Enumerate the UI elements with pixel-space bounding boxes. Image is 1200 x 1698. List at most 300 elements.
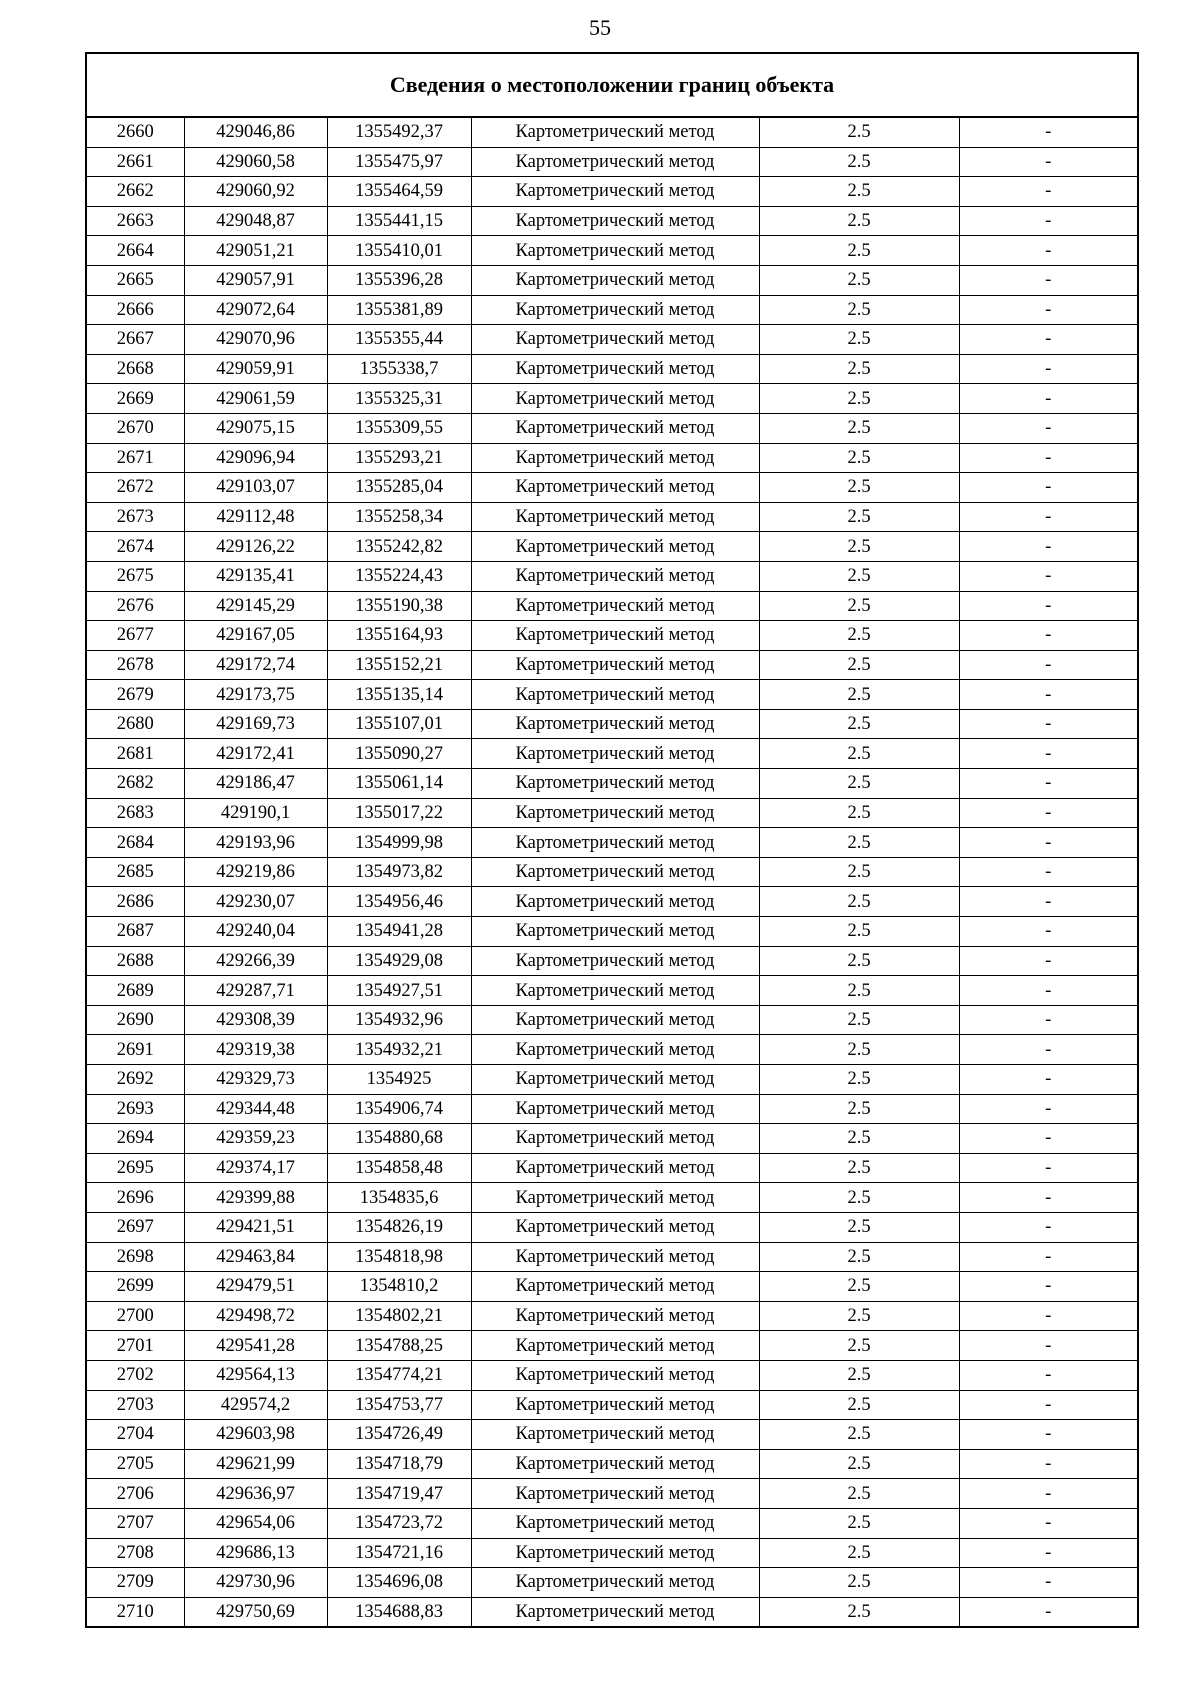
table-row — [87, 1094, 1137, 1124]
x-coordinate-cell: 429048,87 — [184, 206, 327, 236]
description-cell: - — [959, 1183, 1137, 1213]
accuracy-cell: 2.5 — [759, 147, 959, 177]
point-number-cell: 2665 — [87, 265, 184, 295]
method-cell: Картометрический метод — [471, 295, 759, 325]
point-number-cell: 2682 — [87, 769, 184, 799]
method-cell: Картометрический метод — [471, 946, 759, 976]
accuracy-cell: 2.5 — [759, 828, 959, 858]
y-coordinate-cell: 1355309,55 — [327, 413, 471, 443]
table-row — [87, 857, 1137, 887]
description-cell: - — [959, 1508, 1137, 1538]
x-coordinate-cell: 429075,15 — [184, 413, 327, 443]
table-row — [87, 769, 1137, 799]
accuracy-cell: 2.5 — [759, 1094, 959, 1124]
description-cell: - — [959, 739, 1137, 769]
point-number-cell: 2689 — [87, 976, 184, 1006]
point-number-cell: 2706 — [87, 1479, 184, 1509]
method-cell: Картометрический метод — [471, 1331, 759, 1361]
description-cell: - — [959, 1094, 1137, 1124]
description-cell: - — [959, 206, 1137, 236]
method-cell: Картометрический метод — [471, 680, 759, 710]
description-cell: - — [959, 413, 1137, 443]
y-coordinate-cell: 1355090,27 — [327, 739, 471, 769]
y-coordinate-cell: 1354721,16 — [327, 1538, 471, 1568]
method-cell: Картометрический метод — [471, 1597, 759, 1626]
description-cell: - — [959, 1449, 1137, 1479]
method-cell: Картометрический метод — [471, 917, 759, 947]
table-row — [87, 206, 1137, 236]
description-cell: - — [959, 1035, 1137, 1065]
y-coordinate-cell: 1354753,77 — [327, 1390, 471, 1420]
accuracy-cell: 2.5 — [759, 1183, 959, 1213]
method-cell: Картометрический метод — [471, 887, 759, 917]
description-cell: - — [959, 147, 1137, 177]
accuracy-cell: 2.5 — [759, 206, 959, 236]
x-coordinate-cell: 429167,05 — [184, 621, 327, 651]
point-number-cell: 2696 — [87, 1183, 184, 1213]
x-coordinate-cell: 429112,48 — [184, 502, 327, 532]
point-number-cell: 2702 — [87, 1360, 184, 1390]
description-cell: - — [959, 917, 1137, 947]
method-cell: Картометрический метод — [471, 976, 759, 1006]
accuracy-cell: 2.5 — [759, 1242, 959, 1272]
table-row — [87, 502, 1137, 532]
accuracy-cell: 2.5 — [759, 1124, 959, 1154]
point-number-cell: 2678 — [87, 650, 184, 680]
accuracy-cell: 2.5 — [759, 857, 959, 887]
description-cell: - — [959, 769, 1137, 799]
method-cell: Картометрический метод — [471, 1420, 759, 1450]
y-coordinate-cell: 1355017,22 — [327, 798, 471, 828]
description-cell: - — [959, 1360, 1137, 1390]
table-body — [87, 118, 1137, 1626]
accuracy-cell: 2.5 — [759, 561, 959, 591]
description-cell: - — [959, 1331, 1137, 1361]
description-cell: - — [959, 561, 1137, 591]
table-row — [87, 354, 1137, 384]
method-cell: Картометрический метод — [471, 1538, 759, 1568]
table-row — [87, 1035, 1137, 1065]
x-coordinate-cell: 429730,96 — [184, 1568, 327, 1598]
method-cell: Картометрический метод — [471, 502, 759, 532]
accuracy-cell: 2.5 — [759, 798, 959, 828]
x-coordinate-cell: 429636,97 — [184, 1479, 327, 1509]
method-cell: Картометрический метод — [471, 1479, 759, 1509]
accuracy-cell: 2.5 — [759, 1065, 959, 1095]
table-row — [87, 739, 1137, 769]
x-coordinate-cell: 429051,21 — [184, 236, 327, 266]
point-number-cell: 2687 — [87, 917, 184, 947]
y-coordinate-cell: 1355258,34 — [327, 502, 471, 532]
accuracy-cell: 2.5 — [759, 236, 959, 266]
y-coordinate-cell: 1354927,51 — [327, 976, 471, 1006]
point-number-cell: 2660 — [87, 118, 184, 147]
x-coordinate-cell: 429266,39 — [184, 946, 327, 976]
description-cell: - — [959, 354, 1137, 384]
point-number-cell: 2675 — [87, 561, 184, 591]
table-row — [87, 1360, 1137, 1390]
table-row — [87, 1568, 1137, 1598]
x-coordinate-cell: 429126,22 — [184, 532, 327, 562]
accuracy-cell: 2.5 — [759, 532, 959, 562]
point-number-cell: 2662 — [87, 177, 184, 207]
y-coordinate-cell: 1355107,01 — [327, 709, 471, 739]
x-coordinate-cell: 429172,74 — [184, 650, 327, 680]
method-cell: Картометрический метод — [471, 591, 759, 621]
x-coordinate-cell: 429103,07 — [184, 473, 327, 503]
x-coordinate-cell: 429344,48 — [184, 1094, 327, 1124]
x-coordinate-cell: 429399,88 — [184, 1183, 327, 1213]
x-coordinate-cell: 429145,29 — [184, 591, 327, 621]
accuracy-cell: 2.5 — [759, 946, 959, 976]
table-row — [87, 147, 1137, 177]
table-row — [87, 1597, 1137, 1626]
point-number-cell: 2692 — [87, 1065, 184, 1095]
point-number-cell: 2669 — [87, 384, 184, 414]
point-number-cell: 2698 — [87, 1242, 184, 1272]
point-number-cell: 2705 — [87, 1449, 184, 1479]
y-coordinate-cell: 1354726,49 — [327, 1420, 471, 1450]
x-coordinate-cell: 429072,64 — [184, 295, 327, 325]
table-row — [87, 1124, 1137, 1154]
table-row — [87, 325, 1137, 355]
method-cell: Картометрический метод — [471, 1005, 759, 1035]
description-cell: - — [959, 1153, 1137, 1183]
y-coordinate-cell: 1354929,08 — [327, 946, 471, 976]
method-cell: Картометрический метод — [471, 118, 759, 147]
accuracy-cell: 2.5 — [759, 118, 959, 147]
description-cell: - — [959, 828, 1137, 858]
accuracy-cell: 2.5 — [759, 1449, 959, 1479]
method-cell: Картометрический метод — [471, 1568, 759, 1598]
y-coordinate-cell: 1354774,21 — [327, 1360, 471, 1390]
y-coordinate-cell: 1354788,25 — [327, 1331, 471, 1361]
description-cell: - — [959, 265, 1137, 295]
point-number-cell: 2679 — [87, 680, 184, 710]
y-coordinate-cell: 1354688,83 — [327, 1597, 471, 1626]
description-cell: - — [959, 798, 1137, 828]
table-row — [87, 118, 1137, 147]
x-coordinate-cell: 429319,38 — [184, 1035, 327, 1065]
method-cell: Картометрический метод — [471, 206, 759, 236]
y-coordinate-cell: 1355325,31 — [327, 384, 471, 414]
y-coordinate-cell: 1355285,04 — [327, 473, 471, 503]
method-cell: Картометрический метод — [471, 1272, 759, 1302]
y-coordinate-cell: 1355164,93 — [327, 621, 471, 651]
x-coordinate-cell: 429070,96 — [184, 325, 327, 355]
point-number-cell: 2699 — [87, 1272, 184, 1302]
accuracy-cell: 2.5 — [759, 1508, 959, 1538]
description-cell: - — [959, 1242, 1137, 1272]
point-number-cell: 2690 — [87, 1005, 184, 1035]
description-cell: - — [959, 1420, 1137, 1450]
point-number-cell: 2709 — [87, 1568, 184, 1598]
table-row — [87, 295, 1137, 325]
y-coordinate-cell: 1354826,19 — [327, 1212, 471, 1242]
table-row — [87, 917, 1137, 947]
table-row — [87, 1183, 1137, 1213]
table-row — [87, 265, 1137, 295]
x-coordinate-cell: 429059,91 — [184, 354, 327, 384]
point-number-cell: 2668 — [87, 354, 184, 384]
y-coordinate-cell: 1355410,01 — [327, 236, 471, 266]
boundary-coordinates-table — [87, 118, 1137, 1626]
point-number-cell: 2667 — [87, 325, 184, 355]
table-row — [87, 413, 1137, 443]
method-cell: Картометрический метод — [471, 769, 759, 799]
description-cell: - — [959, 1390, 1137, 1420]
description-cell: - — [959, 1568, 1137, 1598]
point-number-cell: 2707 — [87, 1508, 184, 1538]
method-cell: Картометрический метод — [471, 473, 759, 503]
x-coordinate-cell: 429061,59 — [184, 384, 327, 414]
method-cell: Картометрический метод — [471, 857, 759, 887]
accuracy-cell: 2.5 — [759, 591, 959, 621]
method-cell: Картометрический метод — [471, 1212, 759, 1242]
method-cell: Картометрический метод — [471, 236, 759, 266]
description-cell: - — [959, 236, 1137, 266]
y-coordinate-cell: 1355293,21 — [327, 443, 471, 473]
description-cell: - — [959, 443, 1137, 473]
x-coordinate-cell: 429359,23 — [184, 1124, 327, 1154]
point-number-cell: 2680 — [87, 709, 184, 739]
table-row — [87, 1272, 1137, 1302]
point-number-cell: 2704 — [87, 1420, 184, 1450]
accuracy-cell: 2.5 — [759, 769, 959, 799]
y-coordinate-cell: 1354932,21 — [327, 1035, 471, 1065]
table-title: Сведения о местоположении границ объекта — [87, 54, 1137, 118]
y-coordinate-cell: 1355061,14 — [327, 769, 471, 799]
description-cell: - — [959, 118, 1137, 147]
description-cell: - — [959, 177, 1137, 207]
point-number-cell: 2685 — [87, 857, 184, 887]
point-number-cell: 2684 — [87, 828, 184, 858]
x-coordinate-cell: 429564,13 — [184, 1360, 327, 1390]
description-cell: - — [959, 1538, 1137, 1568]
point-number-cell: 2694 — [87, 1124, 184, 1154]
point-number-cell: 2710 — [87, 1597, 184, 1626]
table-row — [87, 828, 1137, 858]
table-row — [87, 1065, 1137, 1095]
point-number-cell: 2670 — [87, 413, 184, 443]
description-cell: - — [959, 857, 1137, 887]
y-coordinate-cell: 1354973,82 — [327, 857, 471, 887]
accuracy-cell: 2.5 — [759, 325, 959, 355]
method-cell: Картометрический метод — [471, 798, 759, 828]
x-coordinate-cell: 429230,07 — [184, 887, 327, 917]
description-cell: - — [959, 1124, 1137, 1154]
accuracy-cell: 2.5 — [759, 1153, 959, 1183]
description-cell: - — [959, 946, 1137, 976]
description-cell: - — [959, 1212, 1137, 1242]
accuracy-cell: 2.5 — [759, 413, 959, 443]
x-coordinate-cell: 429329,73 — [184, 1065, 327, 1095]
y-coordinate-cell: 1355355,44 — [327, 325, 471, 355]
table-row — [87, 473, 1137, 503]
x-coordinate-cell: 429240,04 — [184, 917, 327, 947]
method-cell: Картометрический метод — [471, 1242, 759, 1272]
table-row — [87, 1212, 1137, 1242]
x-coordinate-cell: 429135,41 — [184, 561, 327, 591]
y-coordinate-cell: 1354999,98 — [327, 828, 471, 858]
method-cell: Картометрический метод — [471, 384, 759, 414]
point-number-cell: 2686 — [87, 887, 184, 917]
x-coordinate-cell: 429686,13 — [184, 1538, 327, 1568]
accuracy-cell: 2.5 — [759, 680, 959, 710]
description-cell: - — [959, 1301, 1137, 1331]
description-cell: - — [959, 976, 1137, 1006]
y-coordinate-cell: 1354932,96 — [327, 1005, 471, 1035]
table-row — [87, 236, 1137, 266]
accuracy-cell: 2.5 — [759, 709, 959, 739]
accuracy-cell: 2.5 — [759, 1272, 959, 1302]
x-coordinate-cell: 429190,1 — [184, 798, 327, 828]
accuracy-cell: 2.5 — [759, 1035, 959, 1065]
y-coordinate-cell: 1354925 — [327, 1065, 471, 1095]
method-cell: Картометрический метод — [471, 561, 759, 591]
accuracy-cell: 2.5 — [759, 976, 959, 1006]
page-number: 55 — [589, 15, 611, 40]
method-cell: Картометрический метод — [471, 1153, 759, 1183]
accuracy-cell: 2.5 — [759, 1597, 959, 1626]
table-row — [87, 709, 1137, 739]
point-number-cell: 2688 — [87, 946, 184, 976]
method-cell: Картометрический метод — [471, 1124, 759, 1154]
accuracy-cell: 2.5 — [759, 1360, 959, 1390]
description-cell: - — [959, 1479, 1137, 1509]
point-number-cell: 2673 — [87, 502, 184, 532]
method-cell: Картометрический метод — [471, 265, 759, 295]
point-number-cell: 2695 — [87, 1153, 184, 1183]
y-coordinate-cell: 1355492,37 — [327, 118, 471, 147]
method-cell: Картометрический метод — [471, 1449, 759, 1479]
table-row — [87, 976, 1137, 1006]
accuracy-cell: 2.5 — [759, 1331, 959, 1361]
y-coordinate-cell: 1354835,6 — [327, 1183, 471, 1213]
table-row — [87, 1420, 1137, 1450]
table-row — [87, 1005, 1137, 1035]
accuracy-cell: 2.5 — [759, 1301, 959, 1331]
x-coordinate-cell: 429173,75 — [184, 680, 327, 710]
method-cell: Картометрический метод — [471, 709, 759, 739]
accuracy-cell: 2.5 — [759, 739, 959, 769]
description-cell: - — [959, 1597, 1137, 1626]
table-row — [87, 680, 1137, 710]
table-row — [87, 1538, 1137, 1568]
point-number-cell: 2697 — [87, 1212, 184, 1242]
table-row — [87, 1479, 1137, 1509]
description-cell: - — [959, 1272, 1137, 1302]
x-coordinate-cell: 429060,58 — [184, 147, 327, 177]
description-cell: - — [959, 1065, 1137, 1095]
y-coordinate-cell: 1355135,14 — [327, 680, 471, 710]
x-coordinate-cell: 429421,51 — [184, 1212, 327, 1242]
point-number-cell: 2681 — [87, 739, 184, 769]
method-cell: Картометрический метод — [471, 1035, 759, 1065]
table-row — [87, 561, 1137, 591]
y-coordinate-cell: 1354941,28 — [327, 917, 471, 947]
accuracy-cell: 2.5 — [759, 502, 959, 532]
method-cell: Картометрический метод — [471, 1360, 759, 1390]
table-row — [87, 650, 1137, 680]
x-coordinate-cell: 429498,72 — [184, 1301, 327, 1331]
y-coordinate-cell: 1354723,72 — [327, 1508, 471, 1538]
y-coordinate-cell: 1355190,38 — [327, 591, 471, 621]
accuracy-cell: 2.5 — [759, 265, 959, 295]
point-number-cell: 2671 — [87, 443, 184, 473]
description-cell: - — [959, 473, 1137, 503]
accuracy-cell: 2.5 — [759, 917, 959, 947]
table-row — [87, 798, 1137, 828]
method-cell: Картометрический метод — [471, 413, 759, 443]
x-coordinate-cell: 429374,17 — [184, 1153, 327, 1183]
x-coordinate-cell: 429574,2 — [184, 1390, 327, 1420]
accuracy-cell: 2.5 — [759, 621, 959, 651]
accuracy-cell: 2.5 — [759, 1479, 959, 1509]
accuracy-cell: 2.5 — [759, 295, 959, 325]
method-cell: Картометрический метод — [471, 828, 759, 858]
method-cell: Картометрический метод — [471, 1390, 759, 1420]
accuracy-cell: 2.5 — [759, 650, 959, 680]
x-coordinate-cell: 429479,51 — [184, 1272, 327, 1302]
accuracy-cell: 2.5 — [759, 1212, 959, 1242]
description-cell: - — [959, 621, 1137, 651]
y-coordinate-cell: 1354810,2 — [327, 1272, 471, 1302]
accuracy-cell: 2.5 — [759, 1420, 959, 1450]
x-coordinate-cell: 429046,86 — [184, 118, 327, 147]
point-number-cell: 2677 — [87, 621, 184, 651]
y-coordinate-cell: 1354696,08 — [327, 1568, 471, 1598]
point-number-cell: 2672 — [87, 473, 184, 503]
table-row — [87, 1301, 1137, 1331]
table-row — [87, 621, 1137, 651]
method-cell: Картометрический метод — [471, 147, 759, 177]
method-cell: Картометрический метод — [471, 1065, 759, 1095]
x-coordinate-cell: 429287,71 — [184, 976, 327, 1006]
y-coordinate-cell: 1355381,89 — [327, 295, 471, 325]
y-coordinate-cell: 1355152,21 — [327, 650, 471, 680]
description-cell: - — [959, 680, 1137, 710]
x-coordinate-cell: 429654,06 — [184, 1508, 327, 1538]
accuracy-cell: 2.5 — [759, 354, 959, 384]
y-coordinate-cell: 1354956,46 — [327, 887, 471, 917]
y-coordinate-cell: 1355338,7 — [327, 354, 471, 384]
table-row — [87, 1390, 1137, 1420]
point-number-cell: 2683 — [87, 798, 184, 828]
table-row — [87, 887, 1137, 917]
x-coordinate-cell: 429541,28 — [184, 1331, 327, 1361]
accuracy-cell: 2.5 — [759, 887, 959, 917]
description-cell: - — [959, 502, 1137, 532]
table-row — [87, 1508, 1137, 1538]
y-coordinate-cell: 1354802,21 — [327, 1301, 471, 1331]
point-number-cell: 2661 — [87, 147, 184, 177]
table-row — [87, 443, 1137, 473]
description-cell: - — [959, 532, 1137, 562]
x-coordinate-cell: 429096,94 — [184, 443, 327, 473]
description-cell: - — [959, 591, 1137, 621]
method-cell: Картометрический метод — [471, 650, 759, 680]
accuracy-cell: 2.5 — [759, 1005, 959, 1035]
x-coordinate-cell: 429219,86 — [184, 857, 327, 887]
method-cell: Картометрический метод — [471, 1183, 759, 1213]
method-cell: Картометрический метод — [471, 621, 759, 651]
method-cell: Картометрический метод — [471, 532, 759, 562]
table-row — [87, 177, 1137, 207]
description-cell: - — [959, 325, 1137, 355]
table-row — [87, 1153, 1137, 1183]
point-number-cell: 2701 — [87, 1331, 184, 1361]
